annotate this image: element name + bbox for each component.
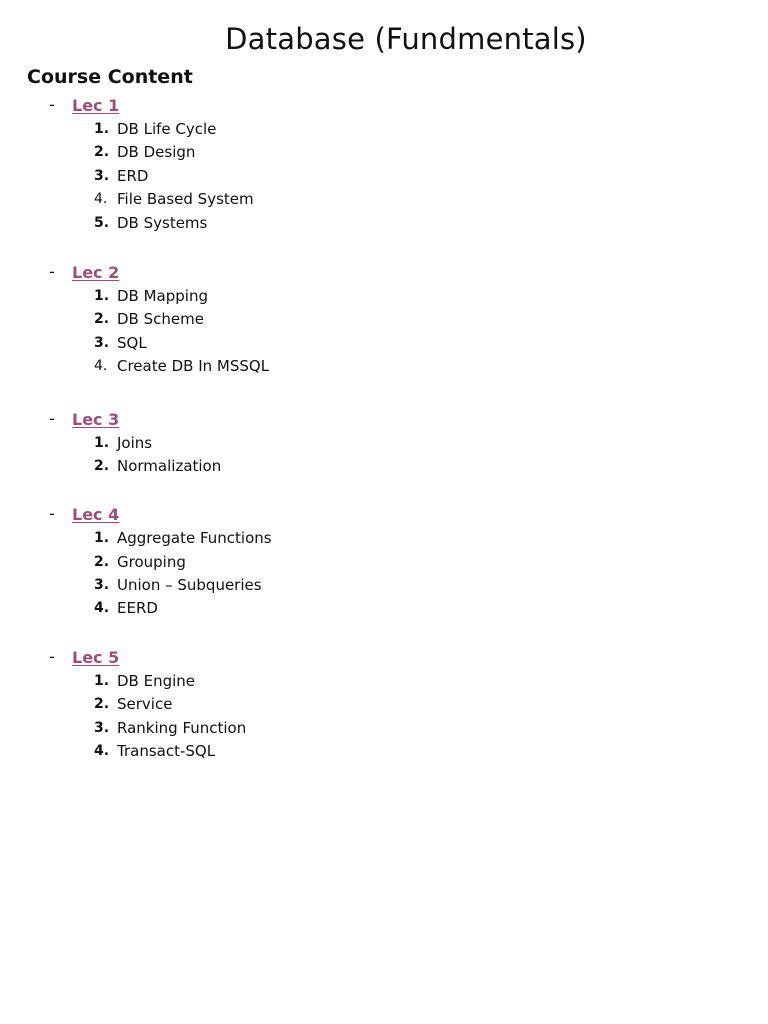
topic-number: 4. (94, 743, 110, 760)
topic-item (72, 308, 768, 331)
topic-number: 3. (94, 167, 110, 184)
topic-number: 4. (94, 600, 110, 617)
topic-text: Normalization (117, 456, 222, 475)
topic-item (72, 670, 768, 693)
topic-number: 4. (94, 358, 108, 375)
topic-number: 2. (94, 144, 110, 161)
page-title: Database (Fundmentals) (225, 22, 587, 56)
topic-item (72, 141, 768, 164)
topic-text: Union – Subqueries (117, 576, 262, 595)
topic-number: 1. (94, 672, 110, 689)
topic-item (72, 527, 768, 550)
topic-item (72, 551, 768, 574)
topic-item (72, 165, 768, 188)
lecture-link-1[interactable]: Lec 1 (72, 96, 120, 115)
lecture-link-4[interactable]: Lec 4 (72, 505, 120, 525)
topic-item (72, 740, 768, 763)
topic-item (72, 693, 768, 716)
topic-text: SQL (117, 333, 147, 352)
bullet-dash: - (49, 504, 55, 524)
topic-item (72, 455, 768, 478)
topic-item (72, 332, 768, 355)
lecture-item-4 (0, 503, 768, 646)
topic-text: DB Life Cycle (117, 120, 217, 138)
topic-item (72, 597, 768, 620)
topic-number: 3. (94, 577, 110, 594)
lecture-item-3 (0, 408, 768, 504)
topic-item (72, 118, 768, 141)
topic-number: 1. (94, 530, 110, 547)
topic-text: DB Design (117, 143, 196, 162)
topic-item (72, 212, 768, 235)
topic-number: 2. (94, 457, 110, 474)
section-heading-course-content: Course Content (27, 66, 193, 88)
topic-text: Service (117, 695, 173, 714)
topic-text: Grouping (117, 552, 186, 571)
topic-number: 2. (94, 311, 110, 328)
topic-item (72, 574, 768, 597)
topic-text: Create DB In MSSQL (117, 357, 270, 376)
bullet-dash: - (49, 95, 55, 114)
lecture-item-5 (0, 646, 768, 764)
lecture-link-5[interactable]: Lec 5 (72, 647, 120, 667)
topic-text: Transact-SQL (117, 742, 216, 761)
topic-list-lec-2 (72, 285, 768, 379)
topic-item (72, 432, 768, 455)
topic-text: DB Systems (117, 213, 208, 232)
topic-number: 3. (94, 719, 110, 736)
bullet-dash: - (49, 408, 55, 428)
spacer (72, 621, 768, 646)
lecture-list (0, 94, 768, 763)
topic-number: 2. (94, 696, 110, 713)
topic-text: ERD (117, 166, 149, 185)
lecture-link-3[interactable]: Lec 3 (72, 409, 120, 429)
topic-number: 1. (94, 121, 110, 137)
topic-text: Joins (117, 433, 153, 452)
topic-list-lec-3 (72, 432, 768, 479)
topic-list-lec-1 (72, 118, 768, 235)
topic-item (72, 355, 768, 378)
topic-item (72, 285, 768, 308)
topic-item (72, 717, 768, 740)
topic-number: 2. (94, 553, 110, 570)
topic-list-lec-4 (72, 527, 768, 621)
topic-number: 5. (94, 214, 110, 231)
spacer (72, 379, 768, 408)
lecture-link-2[interactable]: Lec 2 (72, 262, 120, 282)
topic-text: Aggregate Functions (117, 529, 272, 548)
lecture-item-2 (0, 261, 768, 408)
topic-text: DB Scheme (117, 310, 204, 329)
topic-number: 1. (94, 434, 110, 451)
topic-list-lec-5 (72, 670, 768, 764)
topic-number: 4. (94, 191, 108, 208)
bullet-dash: - (49, 261, 55, 281)
topic-item (72, 188, 768, 211)
topic-text: File Based System (117, 190, 254, 209)
spacer (72, 235, 768, 261)
topic-text: DB Engine (117, 671, 196, 690)
topic-number: 1. (94, 287, 110, 304)
topic-number: 3. (94, 334, 110, 351)
topic-text: EERD (117, 599, 158, 618)
topic-text: Ranking Function (117, 718, 247, 737)
lecture-item-1 (0, 94, 768, 261)
topic-text: DB Mapping (117, 286, 208, 305)
spacer (72, 478, 768, 503)
bullet-dash: - (49, 646, 55, 666)
